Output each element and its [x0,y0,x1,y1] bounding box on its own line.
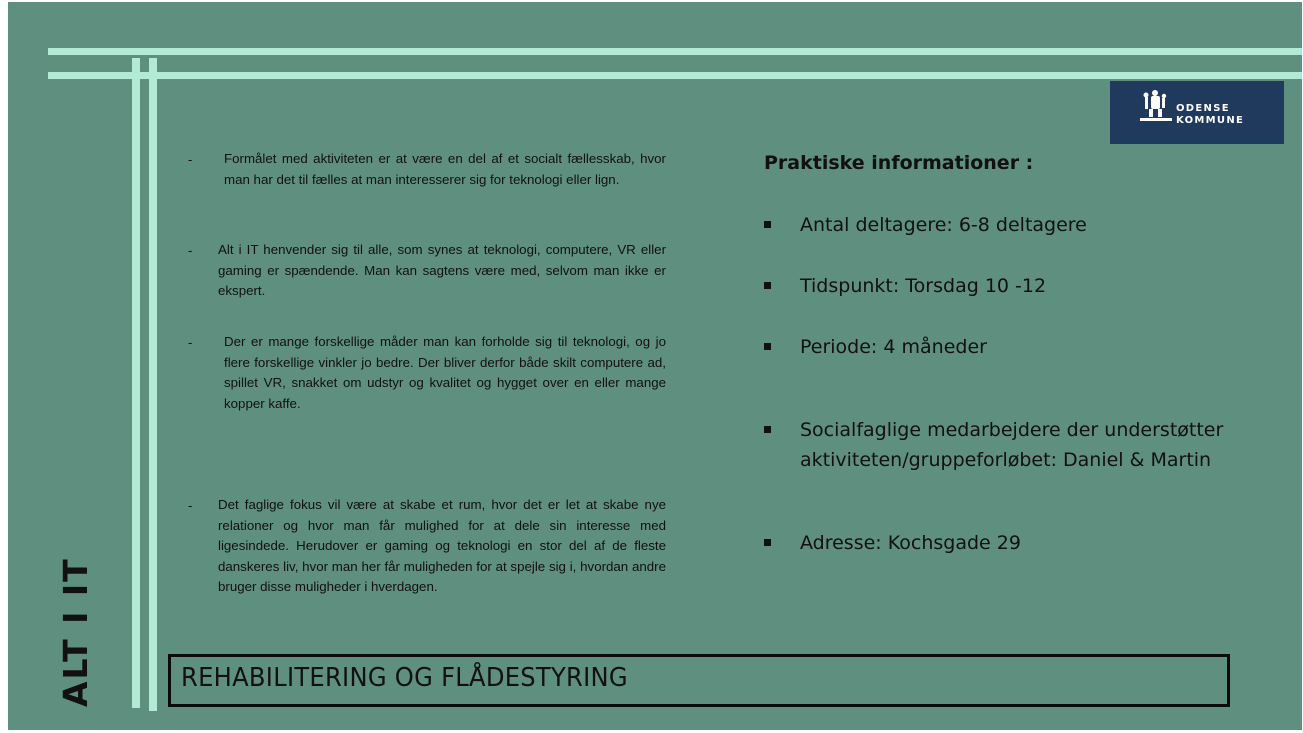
paragraph-3: Der er mange forskellige måder man kan forholde sig til teknologi, og jo flere forskellige vinkler jo bedre. Der bliver derfor både skilt computere ad, spillet VR, snakket om udstyr og kvalitet og hygget over en eller mange kopper kaffe. [224,334,666,411]
logo-text [1176,103,1244,127]
left-frame-line-2 [149,58,157,711]
paragraph-3-dash: - [188,335,193,350]
paragraph-1-dash: - [188,152,193,167]
paragraph-1: Formålet med aktiviteten er at være en del af et socialt fællesskab, hvor man har det til fælles at man interesserer sig for teknologi eller lign. [224,151,666,187]
info-item-text: Tidspunkt: Torsdag 10 -12 [800,275,1047,297]
odense-emblem-icon [1136,87,1176,127]
info-item-text: Socialfaglige medarbejdere der understøtter aktiviteten/gruppeforløbet: Daniel & Martin [800,419,1224,471]
footer-title: REHABILITERING OG FLÅDESTYRING [181,663,628,693]
odense-kommune-logo [1110,81,1284,144]
paragraph-4: Det faglige fokus vil være at skabe et rum, hvor det er let at skabe nye relationer og hvor man får mulighed for at dele sin interesse med ligesindede. Herudover er gaming og teknologi en stor del af de fleste danskeres liv, hvor man her får muligheden for at spejle sig i, hvordan andre bruger disse muligheder i hverdagen. [218,497,666,594]
square-bullet-icon [764,343,771,350]
paragraph-4-dash: - [188,498,193,513]
info-item-text: Antal deltagere: 6-8 deltagere [800,214,1087,236]
paragraph-2-dash: - [188,243,193,258]
info-title: Praktiske informationer : [764,152,1034,174]
info-item-text: Periode: 4 måneder [800,336,987,358]
left-frame-line-1 [132,58,140,708]
side-title: ALT I IT [56,557,95,707]
paragraph-2: Alt i IT henvender sig til alle, som synes at teknologi, computere, VR eller gaming er spændende. Man kan sagtens være med, selvom man ikke er ekspert. [218,242,666,298]
square-bullet-icon [764,282,771,289]
top-frame-line-1 [48,48,1302,55]
slide [8,2,1302,730]
footer-box [168,654,1230,707]
square-bullet-icon [764,426,771,433]
square-bullet-icon [764,221,771,228]
square-bullet-icon [764,539,771,546]
logo-line-2: KOMMUNE [1176,115,1245,126]
logo-line-1: ODENSE [1176,103,1230,114]
top-frame-line-2 [48,72,1302,79]
info-item-text: Adresse: Kochsgade 29 [800,532,1021,554]
